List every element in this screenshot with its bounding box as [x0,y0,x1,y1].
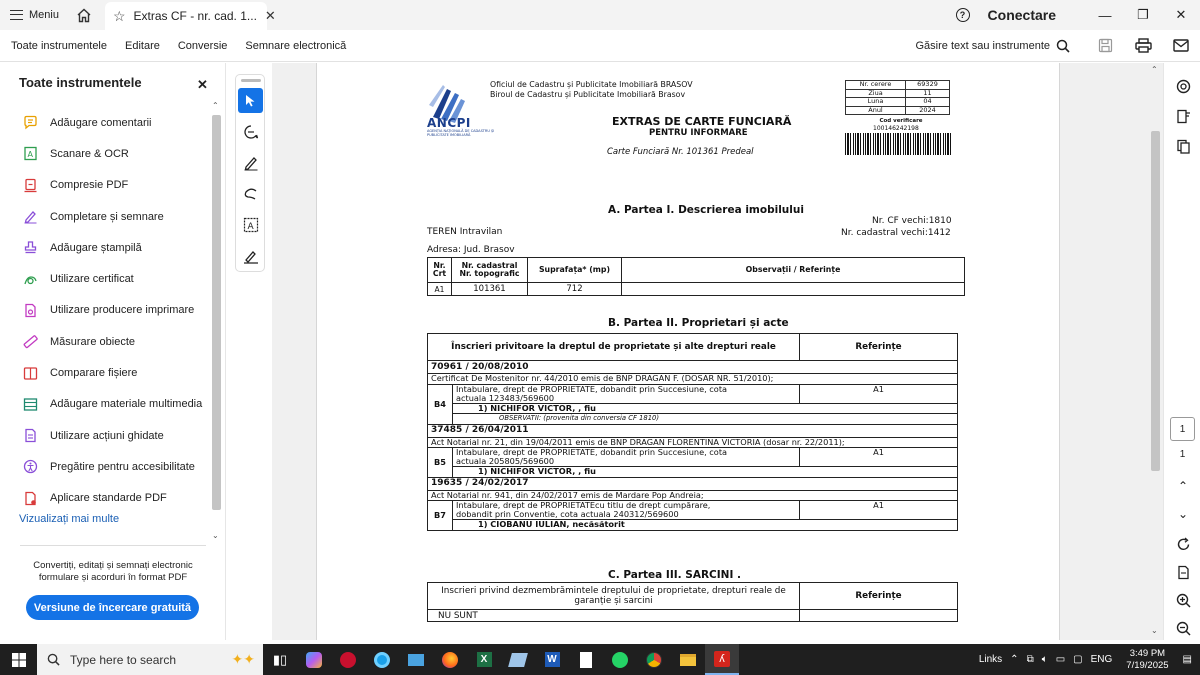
blue-search-app-icon [374,652,390,668]
ai-assistant-button[interactable] [1172,75,1194,97]
app-mail-button[interactable] [399,644,433,675]
whatsapp-icon [612,652,628,668]
table-row: B4 Intabulare, drept de PROPRIETATE, dobandit prin Succesiune, cota actuala 123483/569600 A1 [428,384,958,403]
volume-icon[interactable]: 🔈︎ [1041,654,1048,665]
help-icon[interactable]: ? [956,8,970,22]
drag-handle[interactable] [241,79,261,82]
free-trial-button[interactable]: Versiune de încercare gratuită [26,595,199,620]
tool-label: Măsurare obiecte [50,335,135,348]
tab-convert[interactable]: Conversie [177,39,228,52]
encumbrances-table [427,582,958,622]
land-type: TEREN Intravilan [427,227,503,237]
search-placeholder: Type here to search [70,652,177,667]
table-row: Act Notarial nr. 21, din 19/04/2011 emis de BNP DRAGAN FLORENTINA VICTORIA (dosar nr. 22/2011); [428,437,958,448]
guided-actions-icon [22,428,38,444]
certificate-icon [22,271,38,287]
pdf-standards-icon [22,490,38,506]
highlight-tool-button[interactable] [238,150,263,175]
logo-subtext: AGENȚIA NAȚIONALĂ DE CADASTRU ȘI PUBLICITATE IMOBILIARĂ [427,129,495,137]
tool-label: Adăugare materiale multimedia [50,398,203,411]
sign-icon [22,209,38,225]
document-subtitle: PENTRU INFORMARE [649,128,748,138]
table-row: 1) NICHIFOR VICTOR, , fiu [428,467,958,478]
save-button[interactable] [1086,30,1124,62]
page-total: 1 [1179,449,1186,460]
signature-icon [243,248,259,264]
menu-label: Meniu [29,9,59,21]
rotate-icon [1176,537,1191,552]
home-icon [76,8,92,23]
word-button[interactable] [535,644,569,675]
tool-measure[interactable] [22,326,207,357]
comment-bubble-icon [1176,79,1191,94]
chevron-down-icon[interactable]: ⌄ [1151,626,1158,635]
request-table [845,80,950,115]
tool-label: Utilizare acțiuni ghidate [50,429,164,442]
links-toolbar[interactable]: Links [978,654,1003,665]
panel-close-icon[interactable]: ✕ [197,77,208,92]
battery-icon[interactable]: ▭ [1055,654,1066,665]
tool-add-multimedia[interactable] [22,389,207,420]
pdf-page [316,63,1060,640]
right-side-panel [1163,63,1200,640]
tool-label: Adăugare comentarii [50,116,152,129]
text-tool-button[interactable] [238,212,263,237]
tool-use-certificate[interactable] [22,263,207,294]
table-row: B5 Intabulare, drept de PROPRIETATE, dobandit prin Succesiune, cota actuala 205805/569600 A1 [428,448,958,467]
logo-text: ANCPI [427,116,471,130]
red-app-icon [340,652,356,668]
tab-title: Extras CF - nr. cad. 1... [133,9,257,23]
bookmarks-button[interactable] [1172,105,1194,127]
tool-label: Utilizare producere imprimare [50,304,195,317]
tool-label: Comparare fișiere [50,367,138,380]
document-viewer[interactable] [272,63,1148,640]
table-row: 70961 / 20/08/2010 [428,361,958,374]
main-toolbar [0,30,1200,62]
tool-label: Scanare & OCR [50,147,129,160]
document-app-icon [580,652,592,668]
document-icon [1176,565,1191,580]
tool-fill-sign[interactable] [22,201,207,232]
comment-icon [22,115,38,131]
chevron-up-icon[interactable]: ⌃ [212,101,219,110]
promo-text: Convertiți, editați și semnați electronic formulare și acorduri în format PDF [33,560,193,583]
table-row: 1) CIOBANU IULIAN, necăsătorit [428,520,958,531]
table-row: NU SUNT [428,610,958,622]
tools-list [22,107,207,514]
table-header: Nr. Crt Nr. cadastral Nr. topografic Suprafața* (mp) Observații / Referințe [428,258,965,283]
tool-label: Utilizare certificat [50,273,134,286]
sign-tool-button[interactable] [238,243,263,268]
section-a-title: A. Partea I. Descrierea imobilului [608,204,804,216]
mail-icon [1173,39,1189,52]
task-view-button[interactable] [263,644,297,675]
verification-label: Cod verificare [879,118,923,124]
chevron-up-icon[interactable]: ⌃ [1151,65,1158,74]
tool-add-comments[interactable] [22,107,207,138]
compress-icon [22,177,38,193]
prev-page-icon[interactable]: ⌃ [1177,479,1189,493]
select-tool-button[interactable] [238,88,263,113]
find-tools[interactable] [915,39,1070,53]
chevron-up-icon[interactable]: ⌃ [1010,654,1019,665]
measure-icon [22,334,38,350]
clock-time: 3:49 PM [1129,647,1166,659]
office-line1: Oficiul de Cadastru și Publicitate Imobiliară BRASOV [490,80,693,89]
close-icon[interactable]: ✕ [264,8,276,23]
multimedia-icon [22,396,38,412]
zoom-out-icon [1176,621,1191,636]
pen-icon [243,155,259,171]
tool-print-production[interactable] [22,295,207,326]
accessibility-icon [22,459,38,475]
ancpi-logo-icon [427,81,497,147]
cf-number: Carte Funciară Nr. 101361 Predeal [607,147,754,157]
task-view-icon: ▮▯ [272,651,288,667]
acrobat-icon: ʎ [714,651,730,667]
document-title: EXTRAS DE CARTE FUNCIARĂ [612,115,792,128]
verification-code: 100146242198 [873,125,919,132]
excel-icon: X [477,652,492,667]
tool-add-stamp[interactable] [22,232,207,263]
clock[interactable] [1126,648,1168,672]
firefox-button[interactable] [433,644,467,675]
tool-label: Pregătire pentru accesibilitate [50,460,195,473]
comment-tool-button[interactable] [238,119,263,144]
old-cf-number: Nr. CF vechi:1810 [872,216,952,226]
office-line2: Biroul de Cadastru și Publicitate Imobiliară Brasov [490,90,686,99]
acrobat-button[interactable] [705,644,739,675]
tool-label: Aplicare standarde PDF [50,492,167,505]
language-indicator[interactable]: ENG [1090,654,1113,665]
find-label: Găsire text sau instrumente [915,39,1050,52]
app-document-button[interactable] [569,644,603,675]
menu-button[interactable] [0,0,69,30]
file-explorer-button[interactable] [671,644,705,675]
star-icon[interactable]: ☆ [112,7,126,24]
chevron-down-icon[interactable]: ⌄ [212,531,219,540]
view-more-link[interactable]: Vizualizați mai multe [19,513,120,525]
section-b-title: B. Partea II. Proprietari și acte [608,317,789,329]
table-row: Luna 04 [846,98,950,107]
table-row: Act Notarial nr. 941, din 24/02/2017 emis de Mardare Pop Andreia; [428,490,958,501]
scan-icon [22,146,38,162]
chrome-button[interactable] [637,644,671,675]
scrollbar-thumb[interactable] [1151,131,1160,471]
folder-icon [680,654,696,666]
page-display-button[interactable] [1172,561,1194,583]
compare-icon [22,365,38,381]
save-icon [1098,38,1113,53]
hamburger-icon [10,10,23,20]
panel-title: Toate instrumentele [19,75,142,90]
table-header: Inscrieri privind dezmembrămintele dreptului de proprietate, drepturi reale de garanție și sarcini Referințe [428,583,958,610]
table-row: 1) NICHIFOR VICTOR, , fiu [428,403,958,414]
page-number-input[interactable]: 1 [1170,417,1195,441]
table-row: Certificat De Mostenitor nr. 44/2010 emis de BNP DRAGAN F. (DOSAR NR. 51/2010); [428,374,958,385]
notifications-icon[interactable]: ▤ [1182,654,1192,665]
copilot-icon [306,652,322,668]
table-row: Nr. cerere 69329 [846,81,950,90]
windows-taskbar [0,644,1200,675]
print-production-icon [22,302,38,318]
table-row: B7 Intabulare, drept de PROPRIETATEcu titlu de drept cumpărare, dobandit prin Conventie, cota actuala 240312/569600 A1 [428,501,958,520]
tool-guided-actions[interactable] [22,420,207,451]
connect-button[interactable]: Conectare [987,7,1056,23]
sparkle-icon: ✦✦ [231,651,255,667]
scrollbar-thumb[interactable] [212,115,221,510]
mail-app-icon [408,654,424,666]
app-red-button[interactable] [331,644,365,675]
bookmark-icon [1176,109,1191,124]
search-icon [1056,39,1070,53]
pages-icon [1176,139,1191,154]
draw-tool-button[interactable] [238,181,263,206]
app-notes-button[interactable] [501,644,535,675]
minimize-button[interactable]: — [1098,7,1112,23]
tool-label: Completare și semnare [50,210,164,223]
search-icon [47,653,60,666]
tool-compare-files[interactable] [22,357,207,388]
document-tab[interactable] [105,2,276,30]
title-bar [0,0,1200,30]
tab-esign[interactable]: Semnare electronică [245,39,347,52]
window-close-button[interactable]: ✕ [1175,7,1187,22]
print-button[interactable] [1124,30,1162,62]
quick-tools-strip [235,74,265,272]
network-icon[interactable]: ▢ [1073,654,1083,665]
svg-text:A: A [27,150,33,160]
all-tools-panel [0,63,226,640]
section-c-title: C. Partea III. SARCINI . [608,569,741,581]
tool-label: Adăugare ștampilă [50,241,142,254]
tool-accessibility[interactable] [22,451,207,482]
panel-scrollbar[interactable] [210,99,223,547]
next-page-icon[interactable]: ⌄ [1177,507,1189,521]
zoom-out-button[interactable] [1172,617,1194,639]
document-scrollbar[interactable] [1148,63,1163,640]
tool-pdf-standards[interactable] [22,483,207,514]
barcode-icon [845,133,953,155]
tab-all-tools[interactable]: Toate instrumentele [11,39,107,52]
freehand-icon [243,186,259,202]
ownership-table [427,333,958,531]
tool-label: Compresie PDF [50,179,129,192]
word-icon: W [545,652,560,667]
divider [20,545,206,546]
tool-scan-ocr[interactable] [22,138,207,169]
zoom-in-button[interactable] [1172,589,1194,611]
firefox-icon [442,652,458,668]
email-button[interactable] [1162,30,1200,62]
start-button[interactable] [0,644,37,675]
rotate-button[interactable] [1172,533,1194,555]
taskbar-search[interactable] [37,644,263,675]
tab-edit[interactable]: Editare [125,39,160,52]
notes-app-icon [508,653,528,667]
table-row: Ziua 11 [846,89,950,98]
office-name [490,80,693,100]
print-icon [1135,38,1152,53]
add-comment-icon [243,124,259,140]
table-row: 37485 / 26/04/2011 [428,424,958,437]
text-box-icon [243,217,259,233]
meet-now-icon[interactable]: ⧉ [1026,654,1034,665]
restore-button[interactable]: ❐ [1137,7,1149,22]
table-row: OBSERVATII: (provenita din conversia CF 1810) [428,414,958,425]
address: Adresa: Jud. Brasov [427,245,515,255]
app-blue-search-button[interactable] [365,644,399,675]
table-row: A1 101361 712 [428,283,965,296]
old-cadastral-number: Nr. cadastral vechi:1412 [841,228,951,238]
copilot-button[interactable] [297,644,331,675]
whatsapp-button[interactable] [603,644,637,675]
pages-button[interactable] [1172,135,1194,157]
tool-compress-pdf[interactable] [22,170,207,201]
chrome-icon [646,652,662,668]
windows-icon [12,653,26,667]
svg-text:A: A [247,221,254,232]
cursor-icon [245,94,256,107]
property-table [427,257,965,296]
clock-date: 7/19/2025 [1126,659,1169,671]
table-row: 19635 / 24/02/2017 [428,477,958,490]
table-row: Anul 2024 [846,106,950,115]
table-header: Înscrieri privitoare la dreptul de proprietate și alte drepturi reale Referințe [428,334,958,361]
home-button[interactable] [69,0,99,30]
zoom-in-icon [1176,593,1191,608]
excel-button[interactable] [467,644,501,675]
stamp-icon [22,240,38,256]
